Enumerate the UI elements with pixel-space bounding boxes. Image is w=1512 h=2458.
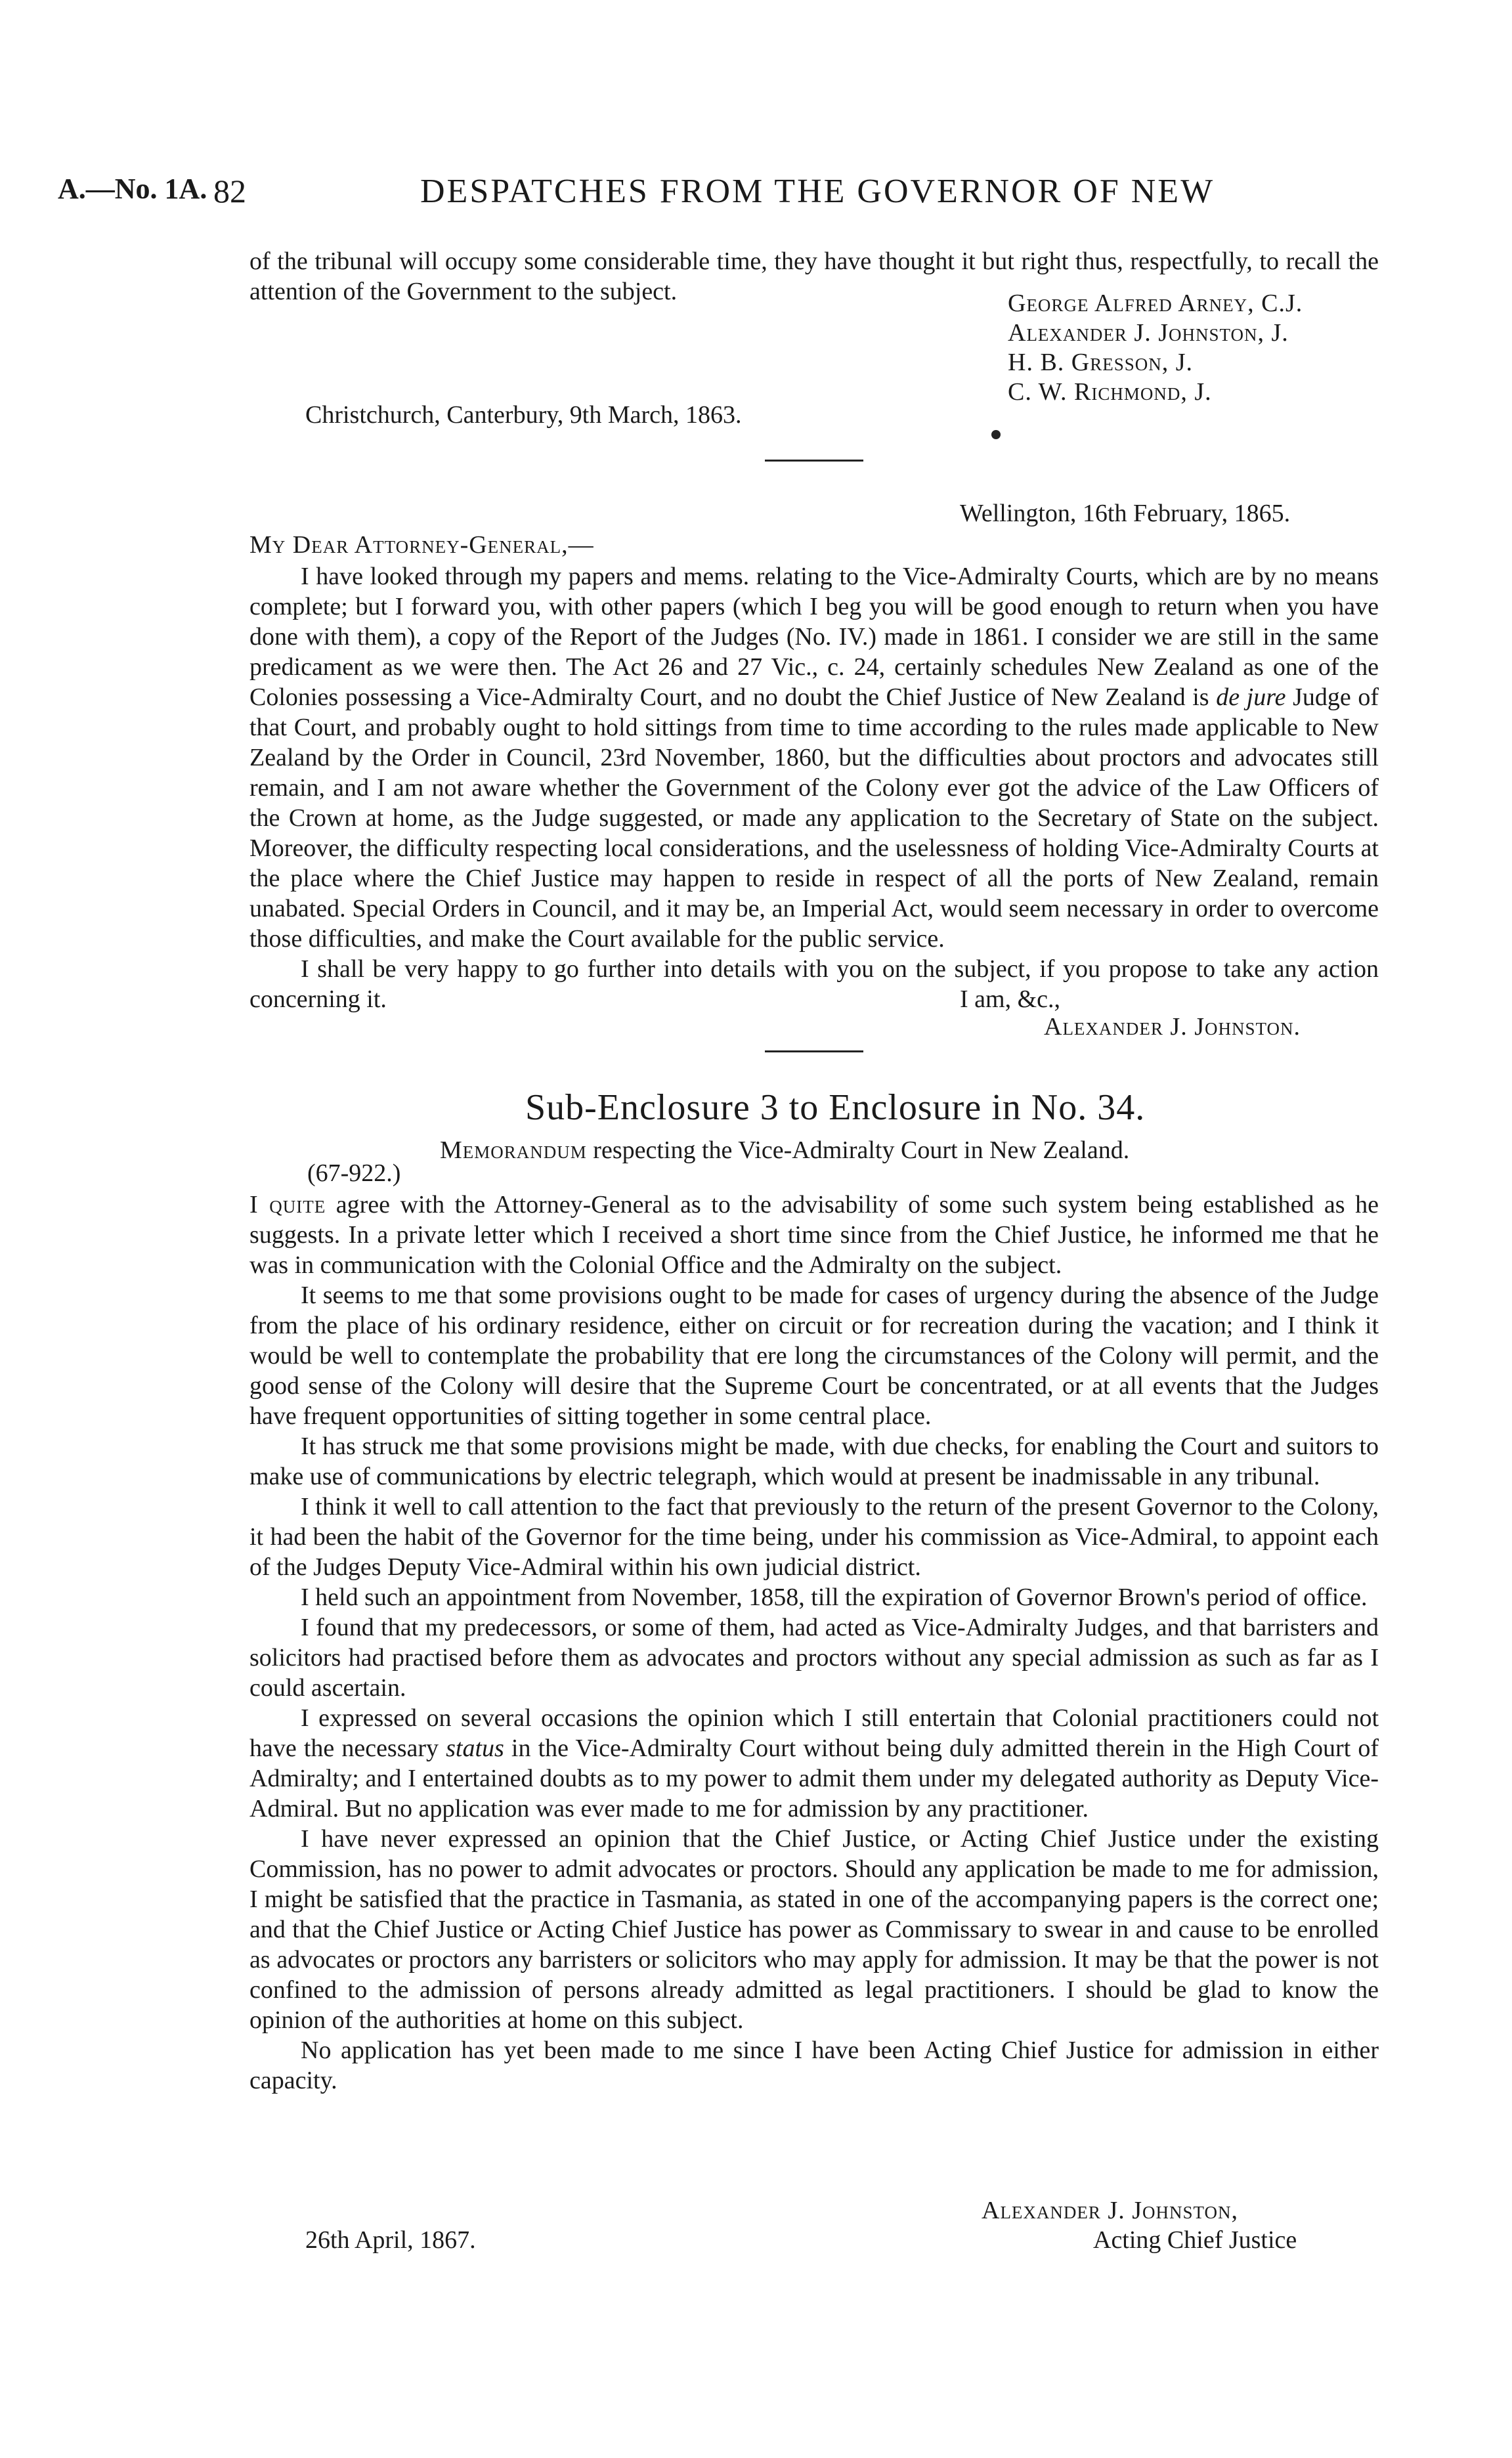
memo-text-part: in the Vice-Admiralty Court without being duly admitted therein in the High Court of Admiralty; and I entertained doubts as to my power to admit them under my delegated authority as Deputy Vice-Admiral. But no application was ever made to me for admission by any practitioner. [249, 1735, 1379, 1822]
section-divider [765, 460, 863, 462]
memo-text-part: I expressed on several occasions the opinion which I still entertain that Colonial practitioners could not have the necessary [249, 1704, 1379, 1762]
memo-paragraph [249, 1190, 1379, 1280]
letter-text-part: Judge of that Court, and probably ought to hold sittings from time to time according to the rules made applicable to New Zealand by the Order in Council, 23rd November, 1860, but the difficulties about proctors and advocates still remain, and I am not aware whether the Government of the Colony ever got the advice of the Law Officers of the Crown at home, as the Judge suggested, or made any application to the Secretary of State on the subject. Moreover, the difficulty respecting local considerations, and the uselessness of holding Vice-Admiralty Courts at the place where the Chief Justice may happen to reside in respect of all the ports of New Zealand, remain unabated. Special Orders in Council, and it may be, an Imperial Act, would seem necessary in order to overcome those difficulties, and make the Court available for the public service. [249, 683, 1379, 953]
letter-paragraph: I shall be very happy to go further into details with you on the subject, if you propose to take any action concerning it. [249, 955, 1379, 1013]
memo-subject: respecting the Vice-Admiralty Court in New Zealand. [586, 1136, 1130, 1164]
memo-title [440, 1136, 1129, 1165]
signature-line: H. B. Gresson, J. [1008, 349, 1194, 376]
memo-paragraph [249, 1703, 1379, 1824]
letter-text-part: I have looked through my papers and mems. relating to the Vice-Admiralty Courts, which are by no means complete; but I forward you, with other papers (which I beg you will be good enough to return when you have done with them), a copy of the Report of the Judges (No. IV.) made in 1861. I consider we are still in the same predicament as we were then. The Act 26 and 27 Vic., c. 24, certainly schedules New Zealand as one of the Colonies possessing a Vice-Admiralty Court, and no doubt the Chief Justice of New Zealand is [249, 563, 1379, 711]
section-divider [765, 1050, 863, 1052]
page-number: 82 [213, 173, 246, 209]
memo-paragraph: I think it well to call attention to the fact that previously to the return of the present Governor to the Colony, it had been the habit of the Governor for the time being, under his commission as Vice-Admiral, to appoint each of the Judges Deputy Vice-Admiral within his own judicial district. [249, 1493, 1379, 1581]
signature-line: C. W. Richmond, J. [1008, 378, 1212, 406]
memo-paragraph: I held such an appointment from November, 1858, till the expiration of Governor Brown's period of office. [301, 1584, 1368, 1611]
memo-paragraph: No application has yet been made to me since I have been Acting Chief Justice for admission in either capacity. [249, 2037, 1379, 2094]
document-reference: A.—No. 1A. [58, 173, 207, 205]
report-final-paragraph: of the tribunal will occupy some considerable time, they have thought it but right thus, respectfully, to recall the attention of the Government to the subject. [249, 248, 1379, 305]
letter-signature: Alexander J. Johnston. [1044, 1013, 1301, 1041]
memo-opening-words: I quite [249, 1191, 326, 1218]
report-signatures [1008, 289, 1303, 407]
italic-term: status [446, 1735, 504, 1762]
memo-reference: (67-922.) [307, 1159, 401, 1187]
memo-paragraph: It seems to me that some provisions ought to be made for cases of urgency during the absence of the Judge from the place of his ordinary residence, either on circuit or for recreation during the vacation; and I think it would be well to contemplate the probability that ere long the circumstances of the Colony will permit, and the good sense of the Colony will desire that the Supreme Court be concentrated, or at all events that the Judges have frequent opportunities of sitting together in some central place. [249, 1282, 1379, 1430]
page-title: DESPATCHES FROM THE GOVERNOR OF NEW [420, 173, 1215, 210]
memo-paragraph: I found that my predecessors, or some of them, had acted as Vice-Admiralty Judges, and that barristers and solicitors had practised before them as advocates and proctors without any special admission as such as far as I could ascertain. [249, 1614, 1379, 1702]
report-place-date: Christchurch, Canterbury, 9th March, 1863. [305, 401, 742, 429]
memo-label: Memorandum [440, 1136, 587, 1164]
ink-dot [991, 430, 1001, 439]
memo-date: 26th April, 1867. [305, 2226, 476, 2254]
memo-paragraph: It has struck me that some provisions might be made, with due checks, for enabling the Court and suitors to make use of communications by electric telegraph, which would at present be inadmissable in any tribunal. [249, 1433, 1379, 1490]
signature-line: Alexander J. Johnston, J. [1008, 319, 1289, 347]
memo-signature: Alexander J. Johnston, [982, 2197, 1239, 2224]
letter-place-date: Wellington, 16th February, 1865. [960, 500, 1291, 527]
letter-salutation: My Dear Attorney-General,— [249, 531, 594, 559]
letter-body [249, 561, 1379, 1014]
letter-closing: I am, &c., [960, 985, 1061, 1013]
memo-paragraph: I have never expressed an opinion that the Chief Justice, or Acting Chief Justice under the existing Commission, has no power to admit advocates or proctors. Should any application be made to me for admission, I might be satisfied that the practice in Tasmania, as stated in one of the accompanying papers is the correct one; and that the Chief Justice or Acting Chief Justice has power as Commissary to swear in and cause to be enrolled as advocates or proctors any barristers or solicitors who may apply for admission. It may be that the power is not confined to the admission of persons already admitted as legal practitioners. I should be glad to know the opinion of the authorities at home on this subject. [249, 1825, 1379, 2034]
section-heading: Sub-Enclosure 3 to Enclosure in No. 34. [525, 1087, 1146, 1128]
memo-body [249, 1190, 1379, 2096]
memo-text-part: agree with the Attorney-General as to the advisability of some such system being established as he suggests. In a private letter which I received a short time since from the Chief Justice, he informed me that he was in communication with the Colonial Office and the Admiralty on the subject. [249, 1191, 1379, 1279]
signature-line: George Alfred Arney, C.J. [1008, 290, 1303, 317]
italic-term: de jure [1216, 683, 1286, 711]
letter-paragraph [249, 561, 1379, 954]
memo-signatory-title: Acting Chief Justice [1093, 2226, 1297, 2254]
